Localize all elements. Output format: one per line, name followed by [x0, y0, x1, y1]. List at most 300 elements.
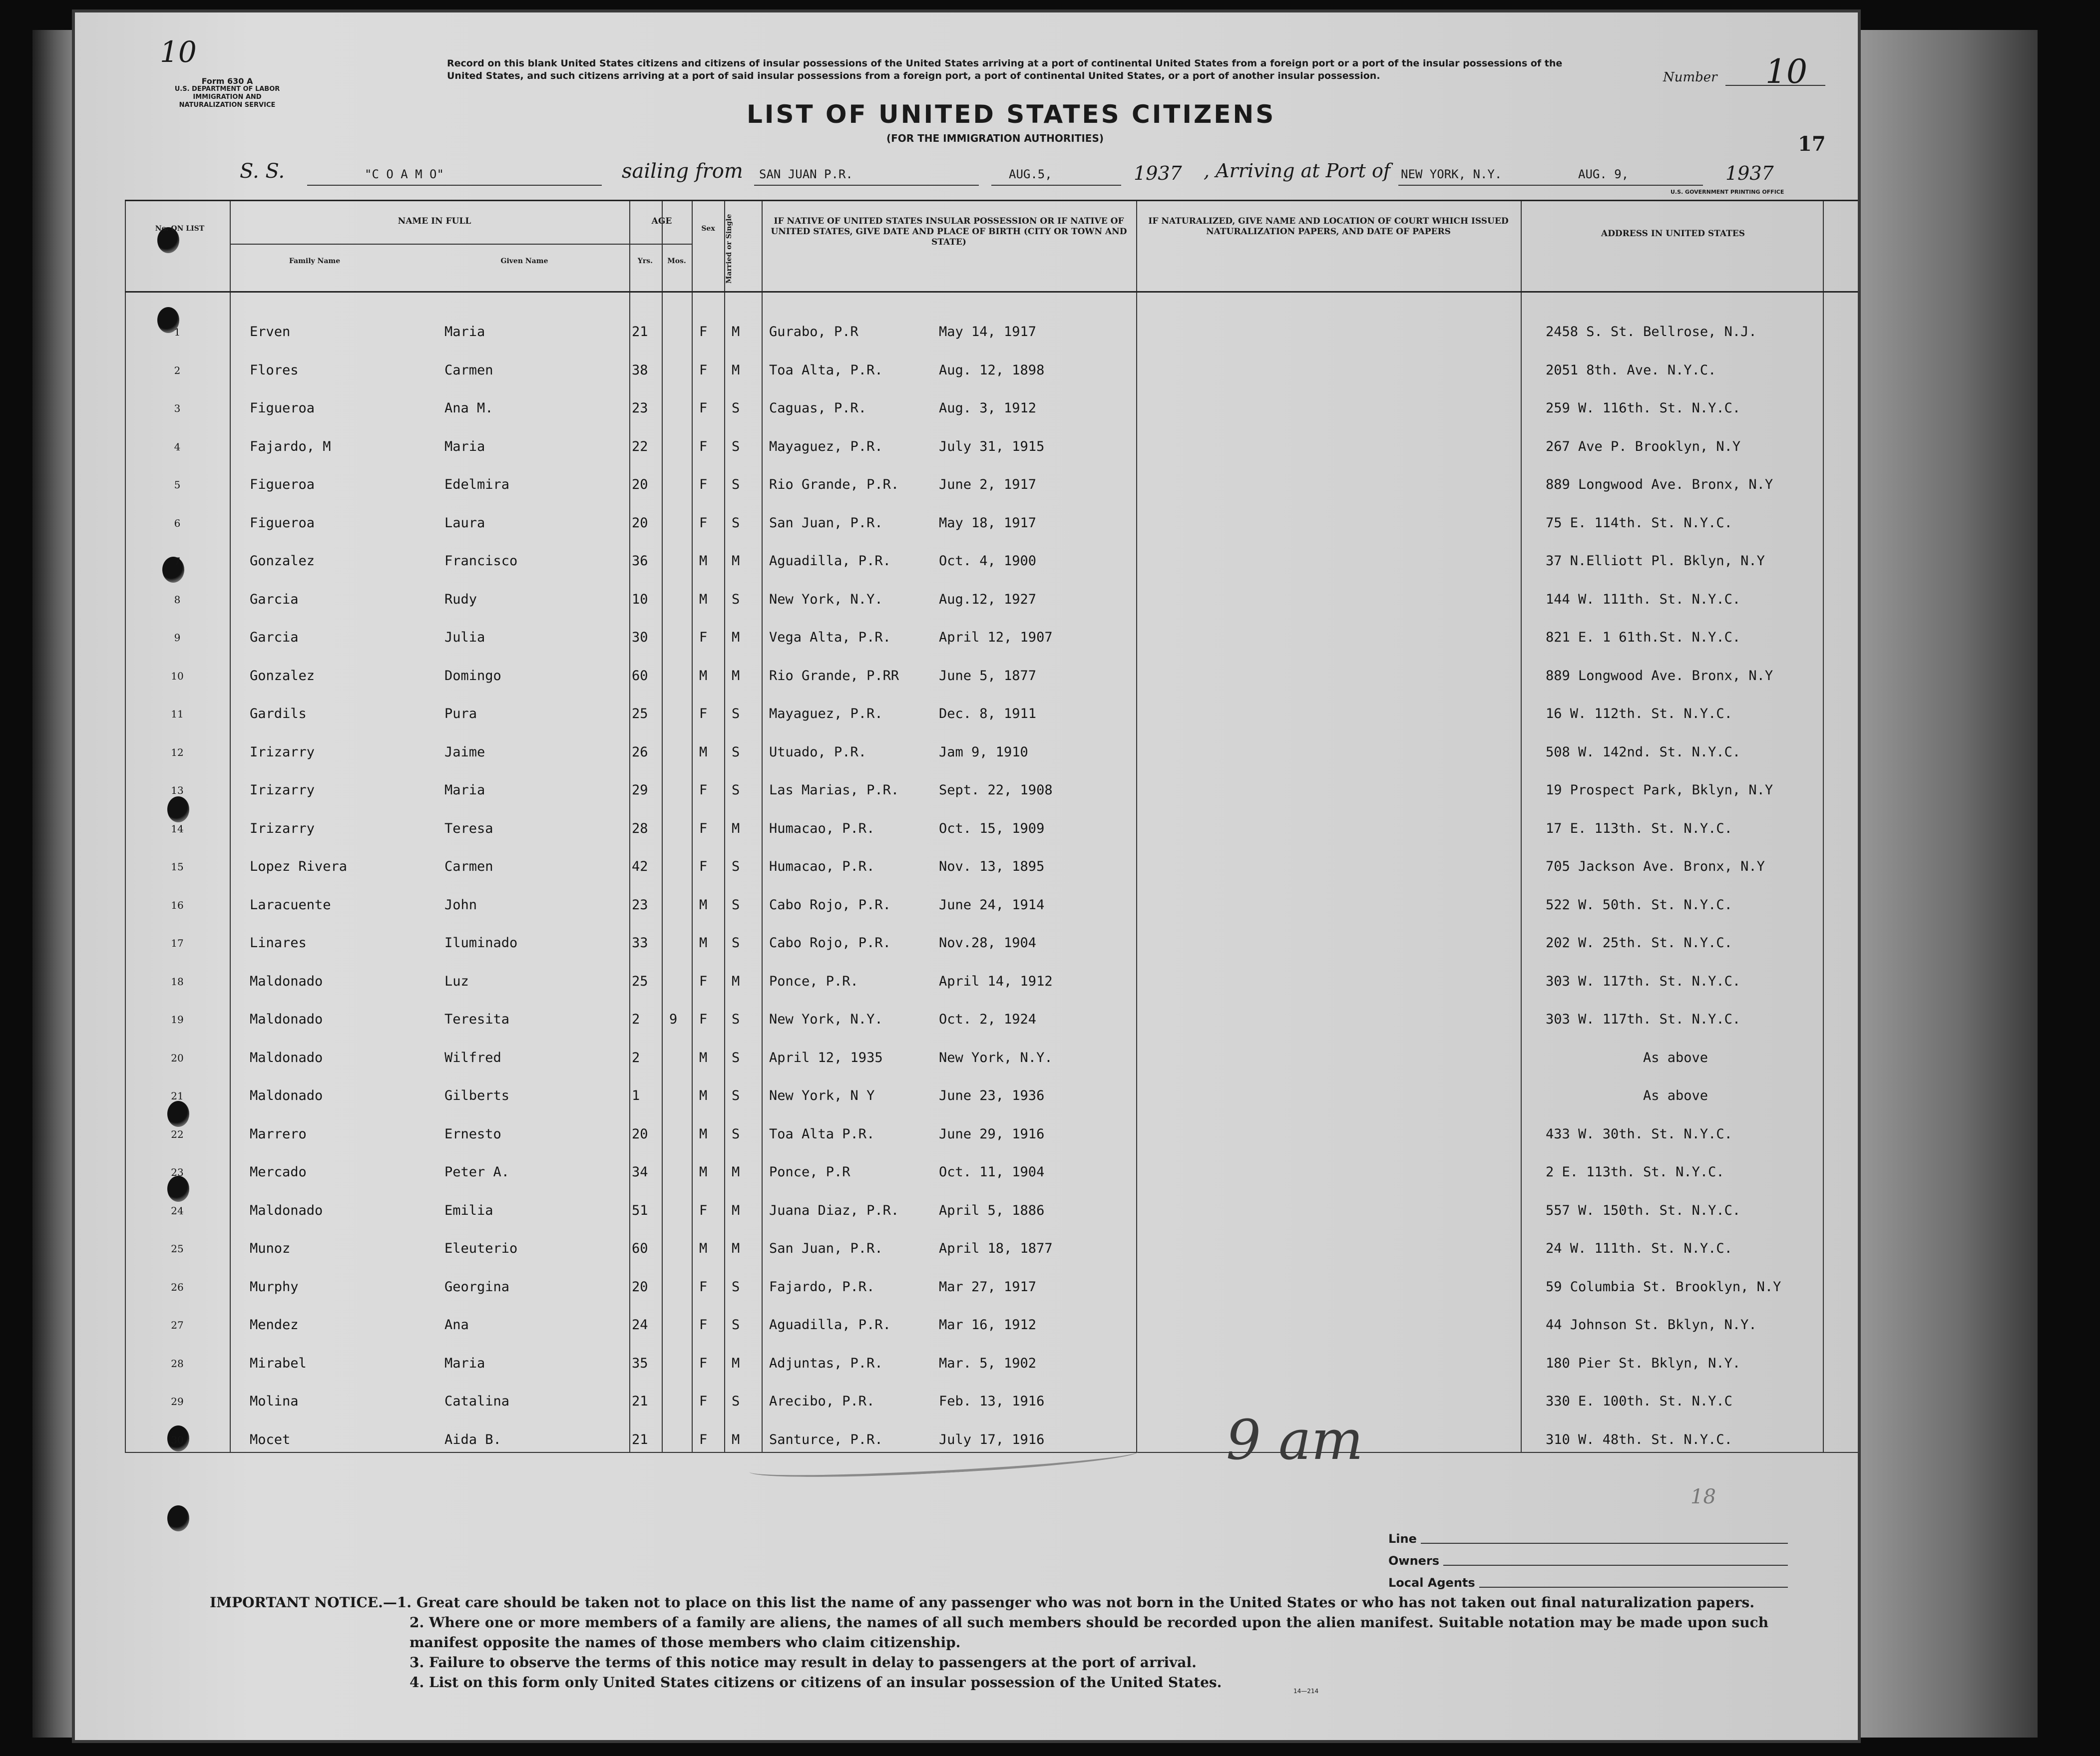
cell-yrs: 2	[632, 1012, 640, 1027]
cell-no: 1	[174, 326, 181, 338]
cell-address: 889 Longwood Ave. Bronx, N.Y	[1546, 668, 1773, 684]
cell-date: Mar. 5, 1902	[939, 1355, 1037, 1371]
agents-block	[1388, 1528, 1788, 1594]
binder-hole-icon	[167, 1505, 189, 1531]
cell-date: Oct. 2, 1924	[939, 1012, 1037, 1027]
cell-yrs: 33	[632, 935, 648, 951]
notice-item-3: 3. Failure to observe the terms of this notice may result in delay to passengers at the port of arrival.	[410, 1654, 1197, 1671]
header-naturalized: IF NATURALIZED, GIVE NAME AND LOCATION OF COURT WHICH ISSUED NATURALIZATION PAPERS, AND DATE OF PAPERS	[1148, 216, 1509, 237]
notice-item-1: —1. Great care should be taken not to place on this list the name of any passenger who was not born in the United States or who has not taken out final naturalization papers.	[383, 1594, 1755, 1611]
number-value: 10	[1765, 52, 1807, 91]
notice-item-4: 4. List on this form only United States citizens or citizens of an insular possession of the United States.	[410, 1674, 1222, 1691]
cell-yrs: 20	[632, 477, 648, 492]
line-label: Line	[1388, 1532, 1417, 1546]
cell-given: Teresa	[444, 820, 493, 836]
binding-strip	[32, 30, 77, 1738]
printer-credit: U.S. GOVERNMENT PRINTING OFFICE	[1671, 189, 1784, 195]
cell-given: Pura	[444, 706, 477, 721]
table-row	[125, 659, 1858, 694]
cell-family: Fajardo, M	[250, 438, 331, 454]
cell-address: 433 W. 30th. St. N.Y.C.	[1546, 1126, 1732, 1142]
cell-ms: S	[732, 1126, 740, 1142]
cell-sex: M	[699, 1088, 708, 1103]
cell-address: 75 E. 114th. St. N.Y.C.	[1546, 515, 1732, 531]
cell-address: 508 W. 142nd. St. N.Y.C.	[1546, 744, 1741, 760]
cell-ms: S	[732, 438, 740, 454]
cell-given: Teresita	[444, 1012, 510, 1027]
cell-ms: S	[732, 935, 740, 951]
from-date-underline	[991, 185, 1121, 186]
cell-no: 28	[171, 1357, 184, 1370]
cell-place: Toa Alta P.R.	[769, 1126, 875, 1142]
cell-place: Santurce, P.R.	[769, 1431, 883, 1447]
table-row	[125, 429, 1858, 464]
header-sex: Sex	[701, 225, 715, 233]
cell-family: Garcia	[250, 630, 299, 645]
cell-ms: S	[732, 591, 740, 607]
form-service-1: IMMIGRATION AND	[193, 93, 262, 101]
cell-given: Luz	[444, 973, 469, 989]
cell-given: Catalina	[444, 1394, 510, 1409]
cell-ms: M	[732, 668, 740, 684]
cell-family: Gonzalez	[250, 553, 315, 569]
cell-date: Oct. 4, 1900	[939, 553, 1037, 569]
sailing-label: sailing from	[622, 160, 743, 183]
header-mos: Mos.	[667, 257, 686, 265]
cell-place: San Juan, P.R.	[769, 515, 883, 531]
table-row	[125, 964, 1858, 999]
cell-place: Juana Diaz, P.R.	[769, 1202, 899, 1218]
cell-family: Lopez Rivera	[250, 859, 348, 874]
cell-place: Adjuntas, P.R.	[769, 1355, 883, 1371]
cell-no: 15	[171, 861, 184, 873]
page-number-mark: 10	[160, 35, 197, 69]
cell-given: Wilfred	[444, 1050, 501, 1065]
table-row	[125, 1041, 1858, 1075]
cell-ms: M	[732, 362, 740, 378]
cell-address: 330 E. 100th. St. N.Y.C	[1546, 1394, 1732, 1409]
cell-no: 30	[171, 1433, 184, 1446]
cell-date: June 5, 1877	[939, 668, 1037, 684]
cell-sex: F	[699, 820, 708, 836]
cell-yrs: 34	[632, 1164, 648, 1180]
cell-place: Arecibo, P.R.	[769, 1394, 875, 1409]
cell-place: Toa Alta, P.R.	[769, 362, 883, 378]
cell-place: Fajardo, P.R.	[769, 1279, 875, 1295]
cell-family: Irizarry	[250, 820, 315, 836]
cell-family: Gardils	[250, 706, 307, 721]
to-date: AUG. 9,	[1578, 167, 1629, 181]
table-row	[125, 544, 1858, 579]
cell-sex: F	[699, 706, 708, 721]
cell-date: Nov. 13, 1895	[939, 859, 1045, 874]
cell-address: As above	[1643, 1088, 1708, 1103]
notice-heading: IMPORTANT NOTICE.	[210, 1594, 383, 1611]
notice-item-2: 2. Where one or more members of a family are aliens, the names of all such members should be recorded upon the alien manifest. Suitable notation may be made upon such manifest opposite the names of those members who claim citizenship.	[410, 1614, 1769, 1651]
cell-date: July 31, 1915	[939, 438, 1045, 454]
ship-underline	[307, 185, 602, 186]
to-port: NEW YORK, N.Y.	[1401, 167, 1502, 181]
cell-no: 18	[171, 975, 184, 988]
cell-date: April 14, 1912	[939, 973, 1053, 989]
cell-place: Cabo Rojo, P.R.	[769, 935, 891, 951]
cell-sex: M	[699, 1241, 708, 1256]
cell-given: Eleuterio	[444, 1241, 518, 1256]
cell-yrs: 60	[632, 668, 648, 684]
cell-sex: F	[699, 1431, 708, 1447]
cell-family: Laracuente	[250, 897, 331, 913]
cell-yrs: 25	[632, 973, 648, 989]
name-subrule	[230, 244, 629, 245]
cell-ms: M	[732, 1431, 740, 1447]
cell-no: 10	[171, 670, 184, 682]
cell-yrs: 21	[632, 1431, 648, 1447]
cell-family: Maldonado	[250, 1050, 323, 1065]
cell-no: 23	[171, 1166, 184, 1178]
page-subtitle: (FOR THE IMMIGRATION AUTHORITIES)	[886, 132, 1104, 144]
intro-text: Record on this blank United States citizens and citizens of insular possessions of the United States arriving at a port of continental United States from a foreign port or a port of the insular possessions of the United States, and such citizens arriving at a port of said insular possessions from a foreign port, a port of continental United States, or a port of another insular possession.	[447, 58, 1563, 81]
cell-yrs: 29	[632, 782, 648, 798]
cell-yrs: 2	[632, 1050, 640, 1065]
cell-given: Laura	[444, 515, 485, 531]
cell-no: 9	[174, 632, 181, 644]
cell-sex: F	[699, 1317, 708, 1333]
cell-mos: 9	[669, 1012, 678, 1027]
cell-family: Erven	[250, 324, 291, 340]
cell-address: 44 Johnson St. Bklyn, N.Y.	[1546, 1317, 1757, 1333]
cell-sex: M	[699, 744, 708, 760]
header-age: AGE	[651, 216, 672, 226]
cell-no: 14	[171, 822, 184, 835]
cell-place: Rio Grande, P.RR	[769, 668, 899, 684]
cell-family: Figueroa	[250, 477, 315, 492]
cell-family: Mercado	[250, 1164, 307, 1180]
cell-ms: M	[732, 973, 740, 989]
cell-date: July 17, 1916	[939, 1431, 1045, 1447]
table-row	[125, 1231, 1858, 1266]
cell-family: Figueroa	[250, 515, 315, 531]
cell-date: Jam 9, 1910	[939, 744, 1028, 760]
cell-yrs: 21	[632, 1394, 648, 1409]
cell-ms: S	[732, 782, 740, 798]
cell-no: 8	[174, 593, 181, 606]
cell-place: New York, N.Y.	[769, 591, 883, 607]
cell-family: Mirabel	[250, 1355, 307, 1371]
cell-family: Murphy	[250, 1279, 299, 1295]
from-date: AUG.5,	[1009, 167, 1052, 181]
cell-date: June 2, 1917	[939, 477, 1037, 492]
cell-yrs: 35	[632, 1355, 648, 1371]
cell-address: 37 N.Elliott Pl. Bklyn, N.Y	[1546, 553, 1765, 569]
cell-address: 303 W. 117th. St. N.Y.C.	[1546, 973, 1741, 989]
cell-place: Rio Grande, P.R.	[769, 477, 899, 492]
cell-no: 5	[174, 479, 181, 491]
cell-yrs: 60	[632, 1241, 648, 1256]
table-row	[125, 467, 1858, 502]
cell-ms: S	[732, 706, 740, 721]
cell-date: April 5, 1886	[939, 1202, 1045, 1218]
cell-yrs: 23	[632, 400, 648, 416]
table-row	[125, 1002, 1858, 1037]
cell-family: Flores	[250, 362, 299, 378]
arriving-label: , Arriving at Port of	[1204, 160, 1390, 182]
cell-sex: M	[699, 897, 708, 913]
cell-address: 705 Jackson Ave. Bronx, N.Y	[1546, 859, 1765, 874]
cell-given: Ana M.	[444, 400, 493, 416]
cell-given: Maria	[444, 438, 485, 454]
cell-yrs: 30	[632, 630, 648, 645]
cell-yrs: 26	[632, 744, 648, 760]
header-family: Family Name	[289, 257, 341, 265]
cell-no: 17	[171, 937, 184, 949]
cell-date: April 12, 1907	[939, 630, 1053, 645]
form-service-2: NATURALIZATION SERVICE	[179, 101, 276, 109]
table-row	[125, 849, 1858, 884]
cell-place: Vega Alta, P.R.	[769, 630, 891, 645]
cell-no: 27	[171, 1319, 184, 1331]
cell-place: Humacao, P.R.	[769, 820, 875, 836]
cell-address: 267 Ave P. Brooklyn, N.Y	[1546, 438, 1741, 454]
cell-ms: M	[732, 1241, 740, 1256]
cell-family: Irizarry	[250, 744, 315, 760]
cell-date: Oct. 11, 1904	[939, 1164, 1045, 1180]
cell-given: Maria	[444, 324, 485, 340]
cell-given: Edelmira	[444, 477, 510, 492]
cell-place: Cabo Rojo, P.R.	[769, 897, 891, 913]
cell-sex: F	[699, 1394, 708, 1409]
from-port-underline	[754, 185, 979, 186]
cell-sex: F	[699, 1012, 708, 1027]
cell-address: 24 W. 111th. St. N.Y.C.	[1546, 1241, 1732, 1256]
table-row	[125, 735, 1858, 770]
cell-given: Iluminado	[444, 935, 518, 951]
cell-given: Francisco	[444, 553, 518, 569]
table-row	[125, 697, 1858, 731]
cell-ms: S	[732, 1088, 740, 1103]
cell-address: 180 Pier St. Bklyn, N.Y.	[1546, 1355, 1741, 1371]
cell-no: 3	[174, 402, 181, 414]
page-title: LIST OF UNITED STATES CITIZENS	[747, 100, 1276, 129]
table-row	[125, 1308, 1858, 1343]
cell-yrs: 28	[632, 820, 648, 836]
table-row	[125, 315, 1858, 350]
cell-yrs: 24	[632, 1317, 648, 1333]
cell-yrs: 22	[632, 438, 648, 454]
cell-family: Maldonado	[250, 1012, 323, 1027]
cell-family: Maldonado	[250, 1088, 323, 1103]
cell-sex: M	[699, 1050, 708, 1065]
cell-date: Mar 16, 1912	[939, 1317, 1037, 1333]
cell-no: 22	[171, 1128, 184, 1140]
table-row	[125, 620, 1858, 655]
cell-family: Mocet	[250, 1431, 291, 1447]
cell-sex: M	[699, 553, 708, 569]
cell-no: 25	[171, 1243, 184, 1255]
cell-date: Aug. 3, 1912	[939, 400, 1037, 416]
signature: 9 am	[1226, 1408, 1363, 1472]
cell-place: Aguadilla, P.R.	[769, 1317, 891, 1333]
cell-address: 522 W. 50th. St. N.Y.C.	[1546, 897, 1732, 913]
table-row	[125, 1155, 1858, 1190]
cell-date: June 24, 1914	[939, 897, 1045, 913]
cell-place: New York, N.Y.	[769, 1012, 883, 1027]
cell-given: Peter A.	[444, 1164, 510, 1180]
cell-address: 303 W. 117th. St. N.Y.C.	[1546, 1012, 1741, 1027]
important-notice	[210, 1593, 1808, 1693]
cell-address: 889 Longwood Ave. Bronx, N.Y	[1546, 477, 1773, 492]
cell-sex: M	[699, 591, 708, 607]
cell-address: 144 W. 111th. St. N.Y.C.	[1546, 591, 1741, 607]
cell-sex: F	[699, 630, 708, 645]
cell-date: Mar 27, 1917	[939, 1279, 1037, 1295]
ss-label: S. S.	[240, 160, 285, 183]
cell-address: 2051 8th. Ave. N.Y.C.	[1546, 362, 1716, 378]
cell-date: Sept. 22, 1908	[939, 782, 1053, 798]
cell-given: Ernesto	[444, 1126, 501, 1142]
cell-yrs: 20	[632, 1126, 648, 1142]
cell-sex: F	[699, 438, 708, 454]
owners-label: Owners	[1388, 1554, 1440, 1568]
cell-family: Irizarry	[250, 782, 315, 798]
cell-address: 821 E. 1 61th.St. N.Y.C.	[1546, 630, 1741, 645]
cell-yrs: 23	[632, 897, 648, 913]
cell-family: Figueroa	[250, 400, 315, 416]
ship-name: "C O A M O"	[365, 167, 444, 181]
cell-given: Jaime	[444, 744, 485, 760]
cell-date: New York, N.Y.	[939, 1050, 1053, 1065]
cell-family: Mendez	[250, 1317, 299, 1333]
cell-ms: S	[732, 744, 740, 760]
cell-sex: F	[699, 859, 708, 874]
cell-place: Aguadilla, P.R.	[769, 553, 891, 569]
header-birth: IF NATIVE OF UNITED STATES INSULAR POSSESSION OR IF NATIVE OF UNITED STATES, GIVE DATE AND PLACE OF BIRTH (CITY OR TOWN AND STATE)	[771, 216, 1127, 247]
cell-family: Gonzalez	[250, 668, 315, 684]
cell-place: Caguas, P.R.	[769, 400, 867, 416]
cell-ms: M	[732, 324, 740, 340]
cell-address: 2458 S. St. Bellrose, N.J.	[1546, 324, 1757, 340]
cell-ms: M	[732, 553, 740, 569]
cell-family: Marrero	[250, 1126, 307, 1142]
cell-date: May 18, 1917	[939, 515, 1037, 531]
cell-given: Carmen	[444, 362, 493, 378]
cell-yrs: 38	[632, 362, 648, 378]
cell-place: Utuado, P.R.	[769, 744, 867, 760]
cell-yrs: 42	[632, 859, 648, 874]
number-label: Number	[1663, 70, 1717, 85]
cell-no: 19	[171, 1014, 184, 1026]
cell-place: Humacao, P.R.	[769, 859, 875, 874]
cell-family: Garcia	[250, 591, 299, 607]
table-row	[125, 582, 1858, 617]
cell-yrs: 20	[632, 1279, 648, 1295]
cell-date: Aug.12, 1927	[939, 591, 1037, 607]
cell-given: Julia	[444, 630, 485, 645]
cell-ms: M	[732, 1164, 740, 1180]
cell-place: April 12, 1935	[769, 1050, 883, 1065]
cell-given: Emilia	[444, 1202, 493, 1218]
cell-ms: S	[732, 1317, 740, 1333]
cell-ms: S	[732, 859, 740, 874]
cell-sex: M	[699, 668, 708, 684]
table-row	[125, 1270, 1858, 1305]
cell-sex: F	[699, 1202, 708, 1218]
cell-yrs: 25	[632, 706, 648, 721]
cell-address: 2 E. 113th. St. N.Y.C.	[1546, 1164, 1724, 1180]
cell-sex: F	[699, 400, 708, 416]
cell-sex: F	[699, 515, 708, 531]
table-row	[125, 506, 1858, 541]
cell-date: Aug. 12, 1898	[939, 362, 1045, 378]
cell-no: 24	[171, 1204, 184, 1217]
cell-yrs: 36	[632, 553, 648, 569]
cell-date: June 23, 1936	[939, 1088, 1045, 1103]
table-row	[125, 391, 1858, 426]
header-rule	[125, 291, 1858, 293]
cell-no: 16	[171, 899, 184, 911]
cell-place: Gurabo, P.R	[769, 324, 858, 340]
table-row	[125, 353, 1858, 388]
cell-given: Gilberts	[444, 1088, 510, 1103]
table-row	[125, 1117, 1858, 1152]
cell-ms: M	[732, 820, 740, 836]
cell-date: April 18, 1877	[939, 1241, 1053, 1256]
cell-address: As above	[1643, 1050, 1708, 1065]
table-row	[125, 888, 1858, 923]
cell-address: 202 W. 25th. St. N.Y.C.	[1546, 935, 1732, 951]
cell-no: 2	[174, 364, 181, 376]
cell-address: 16 W. 112th. St. N.Y.C.	[1546, 706, 1732, 721]
cell-ms: S	[732, 1279, 740, 1295]
cell-sex: F	[699, 477, 708, 492]
cell-no: 29	[171, 1396, 184, 1407]
cell-place: San Juan, P.R.	[769, 1241, 883, 1256]
cell-sex: F	[699, 362, 708, 378]
cell-family: Molina	[250, 1394, 299, 1409]
cell-place: Mayaguez, P.R.	[769, 706, 883, 721]
cell-given: Maria	[444, 1355, 485, 1371]
cell-yrs: 1	[632, 1088, 640, 1103]
cell-yrs: 20	[632, 515, 648, 531]
cell-sex: M	[699, 1164, 708, 1180]
cell-family: Maldonado	[250, 973, 323, 989]
cell-date: Oct. 15, 1909	[939, 820, 1045, 836]
cell-date: Nov.28, 1904	[939, 935, 1037, 951]
cell-given: Georgina	[444, 1279, 510, 1295]
from-port: SAN JUAN P.R.	[759, 167, 853, 181]
cell-ms: S	[732, 477, 740, 492]
cell-given: John	[444, 897, 477, 913]
cell-no: 26	[171, 1281, 184, 1293]
cell-no: 4	[174, 440, 181, 453]
cell-family: Linares	[250, 935, 307, 951]
header-married: Married or Single	[725, 214, 733, 284]
cell-sex: F	[699, 973, 708, 989]
cell-sex: M	[699, 1126, 708, 1142]
cell-place: Ponce, P.R	[769, 1164, 850, 1180]
cell-no: 12	[171, 746, 184, 758]
cell-address: 17 E. 113th. St. N.Y.C.	[1546, 820, 1732, 836]
form-number: Form 630 A	[201, 76, 253, 86]
cell-place: Las Marias, P.R.	[769, 782, 899, 798]
cell-place: Mayaguez, P.R.	[769, 438, 883, 454]
cell-no: 21	[171, 1090, 184, 1102]
cell-ms: S	[732, 897, 740, 913]
cell-ms: M	[732, 630, 740, 645]
cell-yrs: 10	[632, 591, 648, 607]
table-row	[125, 811, 1858, 846]
cell-no: 7	[174, 555, 181, 567]
form-identifier	[145, 77, 310, 109]
